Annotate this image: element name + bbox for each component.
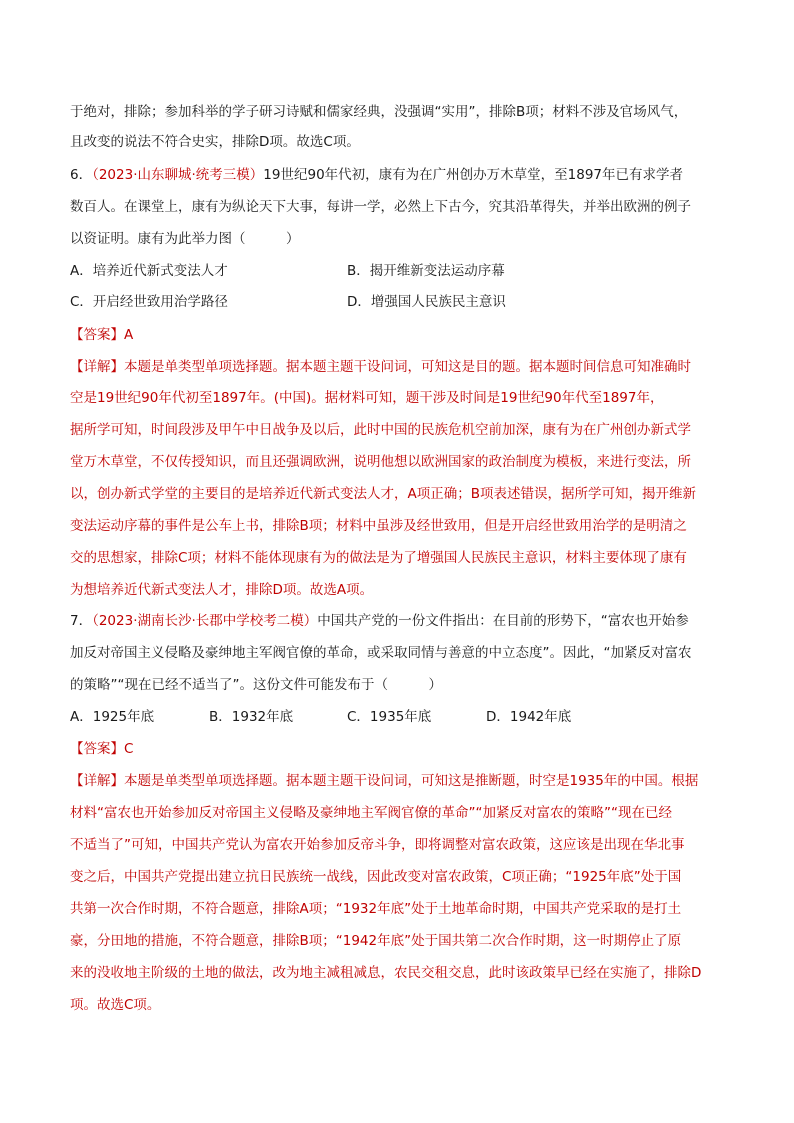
explanation-line: 堂万木草堂，不仅传授知识，而且还强调欧洲，说明他想以欧洲国家的政治制度为模板，来进行变法，所: [70, 454, 691, 470]
explanation-line: 共第一次合作时期，不符合题意，排除A项；“1932年底”处于土地革命时期，中国共产党采取的是打土: [70, 901, 682, 917]
question-6-stem-line: 数百人。在课堂上，康有为纵论天下大事，每讲一学，必然上下古今，究其沿革得失，并举出欧洲的例子: [70, 199, 691, 215]
question-6-stem-line: 以资证明。康有为此举力图（ ）: [70, 231, 300, 247]
question-7-stem-line: 加反对帝国主义侵略及豪绅地主军阀官僚的革命，或采取同情与善意的中立态度”。因此，“加紧反对富农: [70, 645, 692, 661]
answer-line: [70, 325, 732, 345]
explanation-line: 以，创办新式学堂的主要目的是培养近代新式变法人才，A项正确；B项表述错误，据所学可知，揭开维新: [70, 486, 696, 502]
text-line: 且改变的说法不符合史实，排除D项。故选C项。: [70, 134, 360, 150]
explanation-line: [70, 835, 732, 855]
option-d: D．1942年底: [486, 709, 572, 725]
option-b: B．揭开维新变法运动序幕: [347, 263, 505, 279]
question-7-stem-line: 的策略”“现在已经不适当了”。这份文件可能发布于（ ）: [70, 677, 442, 693]
explanation-line: 空是19世纪90年代初至1897年。(中国)。据材料可知，题干涉及时间是19世纪90年代至1897年，: [70, 390, 664, 406]
explanation-line: 据所学可知，时间段涉及甲午中日战争及以后，此时中国的民族危机空前加深，康有为在广州创办新式学: [70, 422, 691, 438]
explanation-line: 豪，分田地的措施，不符合题意，排除B项；“1942年底”处于国共第二次合作时期，这一时期停止了原: [70, 933, 682, 949]
question-text: 19世纪90年代初，康有为在广州创办万木草堂，至1897年已有求学者: [263, 167, 684, 183]
question-source: （2023·湖南长沙·长郡中学校考二模）: [92, 613, 318, 629]
answer-value: A: [124, 327, 134, 343]
explanation-line: 项。故选C项。: [70, 997, 161, 1013]
answer-tag: 【答案】: [70, 327, 124, 343]
explanation-text: 本题是单类型单项选择题。据本题主题干设问词，可知这是推断题，时空是1935年的中国。根据: [124, 773, 699, 789]
explanation-text: “加紧反对富农的策略”“现在已经: [475, 805, 672, 821]
explanation-tag: 【详解】: [70, 773, 124, 789]
explanation-line: 变法运动序幕的事件是公车上书，排除B项；材料中虽涉及经世致用，但是开启经世致用治学的是明清之: [70, 518, 687, 534]
option-a: A．培养近代新式变法人才: [70, 263, 228, 279]
explanation-line: 变之后，中国共产党提出建立抗日民族统一战线，因此改变对富农政策，C项正确；“1925年底”处于国: [70, 869, 682, 885]
question-number: 6．: [70, 167, 93, 183]
text-line: 于绝对，排除；参加科举的学子研习诗赋和儒家经典，没强调“实用”，排除B项；材料不涉及官场风气，: [70, 104, 688, 120]
question-6-stem-line: [70, 165, 732, 185]
option-b: B．1932年底: [209, 709, 294, 725]
option-c: C．开启经世致用治学路径: [70, 294, 228, 310]
explanation-text: 材料“富农也开始参加反对帝国主义侵略及豪绅地主军阀官僚的革命”: [70, 805, 476, 821]
explanation-line: [70, 357, 732, 377]
explanation-tag: 【详解】: [70, 359, 124, 375]
explanation-text: 可知，中国共产党认为富农开始参加反帝斗争，即将调整对富农政策，这应该是出现在华北事: [131, 837, 685, 853]
option-a: A．1925年底: [70, 709, 155, 725]
question-text: 中国共产党的一份文件指出：在目前的形势下，“富农也开始参: [317, 613, 689, 629]
explanation-line: 来的没收地主阶级的土地的做法，改为地主减租减息，农民交租交息，此时该政策早已经在实施了，排除D: [70, 965, 702, 981]
explanation-line: 交的思想家，排除C项；材料不能体现康有为的做法是为了增强国人民族民主意识，材料主要体现了康有: [70, 550, 687, 566]
explanation-line: [70, 771, 732, 791]
option-c: C．1935年底: [347, 709, 432, 725]
answer-tag: 【答案】: [70, 741, 124, 757]
answer-value: C: [124, 741, 134, 757]
answer-line: [70, 739, 732, 759]
explanation-text: 不适当了”: [70, 837, 131, 853]
question-number: 7．: [70, 613, 93, 629]
option-d: D．增强国人民族民主意识: [347, 294, 506, 310]
explanation-text: 本题是单类型单项选择题。据本题主题干设问词，可知这是目的题。据本题时间信息可知准确时: [124, 359, 691, 375]
explanation-line: 为想培养近代新式变法人才，排除D项。故选A项。: [70, 582, 374, 598]
explanation-line: [70, 803, 732, 823]
question-source: （2023·山东聊城·统考三模）: [92, 167, 264, 183]
question-7-stem-line: [70, 611, 732, 631]
